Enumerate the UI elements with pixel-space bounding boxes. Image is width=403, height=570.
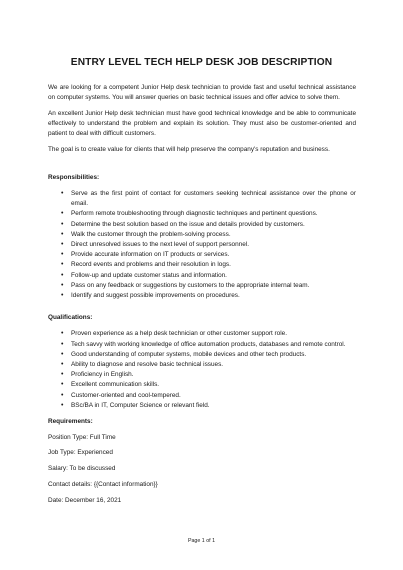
list-item: • Tech savvy with working knowledge of office automation products, databases and remote control. [48, 340, 356, 350]
bullet-icon: • [61, 220, 64, 228]
bullet-icon: • [61, 291, 64, 299]
intro-paragraph: An excellent Junior Help desk technician must have good technical knowledge and be able to communicate effectively to understand the problem and explain its solution. They must also be customer-oriented and patient to deal with difficult customers. [48, 109, 356, 138]
list-item: • Walk the customer through the problem-solving process. [48, 230, 356, 240]
list-item: • Proven experience as a help desk technician or other customer support role. [48, 329, 356, 339]
list-item: • Serve as the first point of contact for customers seeking technical assistance over the phone or email. [61, 189, 356, 208]
list-item: • Identify and suggest possible improvements on procedures. [48, 291, 356, 301]
list-item: • Follow-up and update customer status and information. [48, 271, 356, 281]
bullet-icon: • [61, 251, 64, 259]
responsibilities-heading: Responsibilities: [48, 173, 100, 181]
bullet-icon: • [61, 330, 64, 338]
list-item: • Record events and problems and their resolution in logs. [48, 260, 356, 270]
bullet-icon: • [61, 340, 64, 348]
responsibilities-list [48, 189, 356, 301]
list-item: • Proficiency in English. [48, 370, 356, 380]
qualifications-list [48, 329, 356, 411]
bullet-icon: • [61, 371, 64, 379]
list-item: • Ability to diagnose and resolve basic technical issues. [48, 360, 356, 370]
intro-paragraph: We are looking for a competent Junior Help desk technician to provide fast and useful technical assistance on computer systems. You will answer queries on basic technical issues and offer advice to solve them. [48, 84, 356, 102]
list-item: • Customer-oriented and cool-tempered. [48, 391, 356, 401]
bullet-icon: • [61, 350, 64, 358]
list-item: • Pass on any feedback or suggestions by customers to the appropriate internal team. [48, 281, 356, 291]
bullet-icon: • [61, 261, 64, 269]
list-item: • Direct unresolved issues to the next level of support personnel. [48, 240, 356, 250]
qualifications-heading: Qualifications: [48, 314, 93, 322]
intro-paragraph: The goal is to create value for clients that will help preserve the company's reputation and business. [48, 146, 330, 154]
bullet-icon: • [61, 401, 64, 409]
page-number: Page 1 of 1 [187, 538, 216, 544]
bullet-icon: • [61, 189, 64, 197]
list-item: • Provide accurate information on IT products or services. [48, 250, 356, 260]
bullet-icon: • [61, 210, 64, 218]
job-type: Job Type: Experienced [48, 449, 113, 457]
requirements-section [48, 417, 356, 506]
bullet-icon: • [61, 391, 64, 399]
position-type: Position Type: Full Time [48, 433, 116, 441]
bullet-icon: • [61, 360, 64, 368]
bullet-icon: • [61, 230, 64, 238]
list-item: • Excellent communication skills. [48, 380, 356, 390]
document-title: ENTRY LEVEL TECH HELP DESK JOB DESCRIPTION [70, 57, 333, 68]
document-date: Date: December 16, 2021 [48, 496, 122, 504]
contact-details: Contact details: {{Contact information}} [48, 480, 158, 488]
bullet-icon: • [61, 381, 64, 389]
requirements-heading: Requirements: [48, 417, 93, 425]
bullet-icon: • [61, 271, 64, 279]
list-item: • Determine the best solution based on the issue and details provided by customers. [48, 220, 356, 230]
salary: Salary: To be discussed [48, 465, 116, 473]
list-item: • Good understanding of computer systems, mobile devices and other tech products. [48, 350, 356, 360]
document-body [48, 83, 356, 506]
bullet-icon: • [61, 281, 64, 289]
list-item: • Perform remote troubleshooting through diagnostic techniques and pertinent questions. [48, 209, 356, 219]
bullet-icon: • [61, 240, 64, 248]
list-item: • BSc/BA in IT, Computer Science or relevant field. [48, 401, 356, 411]
